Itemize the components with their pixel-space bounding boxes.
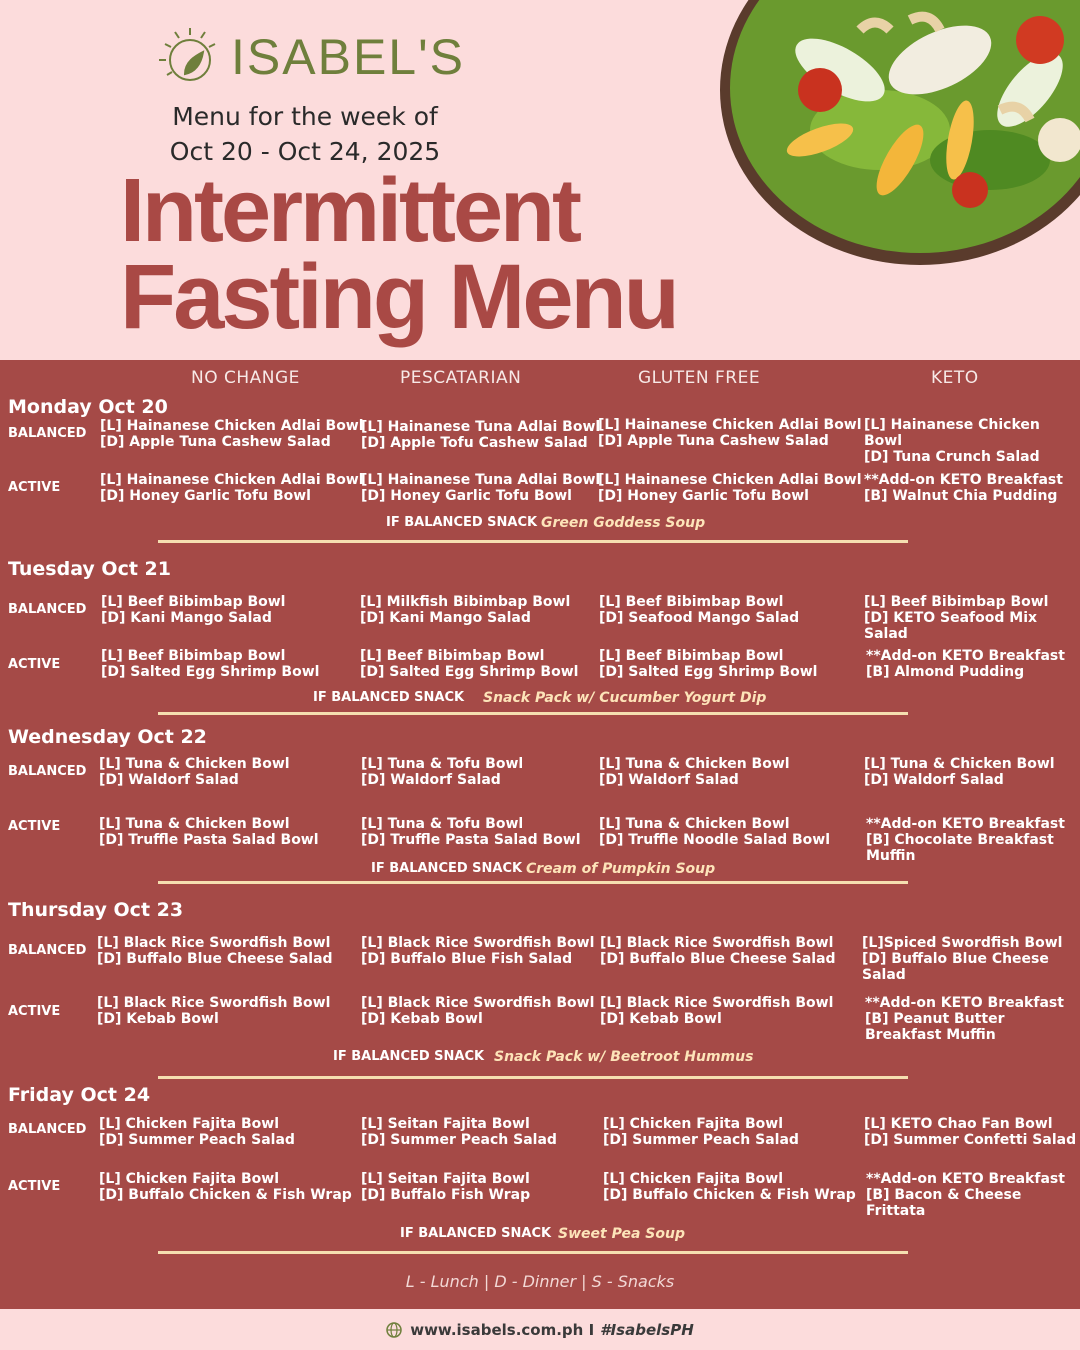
meal-cell: [L] Black Rice Swordfish Bowl [D] Kebab Bowl: [97, 995, 331, 1027]
meal-cell: [L] Tuna & Chicken Bowl [D] Truffle Noodle Salad Bowl: [599, 816, 831, 848]
sun-leaf-logo-icon: [155, 22, 225, 92]
snack-label: IF BALANCED SNACK: [400, 1226, 552, 1241]
meal-cell: [L] Beef Bibimbap Bowl [D] Kani Mango Salad: [101, 594, 286, 626]
page-title-line2: Fasting Menu: [120, 246, 677, 348]
meal-cell: **Add-on KETO Breakfast [B] Almond Pudding: [866, 648, 1065, 680]
meal-cell: [L] Hainanese Chicken Adlai Bowl [D] Honey Garlic Tofu Bowl: [100, 472, 364, 504]
column-header-no-change: NO CHANGE: [191, 368, 300, 388]
section-divider: [158, 1076, 908, 1079]
meal-cell: [L] Milkfish Bibimbap Bowl [D] Kani Mango Salad: [360, 594, 571, 626]
meal-cell: [L] Chicken Fajita Bowl [D] Summer Peach Salad: [603, 1116, 799, 1148]
row-label-active: ACTIVE: [8, 480, 61, 495]
meal-cell: [L] Hainanese Tuna Adlai Bowl [D] Honey Garlic Tofu Bowl: [361, 472, 601, 504]
meal-cell: [L] Beef Bibimbap Bowl [D] Salted Egg Shrimp Bowl: [101, 648, 320, 680]
week-label: Menu for the week of: [172, 102, 438, 131]
day-title: Tuesday Oct 21: [8, 558, 171, 580]
meal-cell: [L] Hainanese Chicken Adlai Bowl [D] Apple Tuna Cashew Salad: [598, 417, 862, 449]
meal-cell: [L] Black Rice Swordfish Bowl [D] Buffalo Blue Cheese Salad: [97, 935, 333, 967]
column-header-pescatarian: PESCATARIAN: [400, 368, 522, 388]
meal-cell: [L] Hainanese Chicken Bowl [D] Tuna Crunch Salad: [864, 417, 1040, 465]
meal-cell: [L] Chicken Fajita Bowl [D] Buffalo Chicken & Fish Wrap: [603, 1171, 856, 1203]
row-label-active: ACTIVE: [8, 657, 61, 672]
snack-item: Snack Pack w/ Cucumber Yogurt Dip: [483, 690, 767, 706]
meal-cell: [L] Hainanese Chicken Adlai Bowl [D] Apple Tuna Cashew Salad: [100, 418, 364, 450]
website-link[interactable]: www.isabels.com.ph I: [410, 1320, 595, 1339]
meal-cell: [L] Black Rice Swordfish Bowl [D] Kebab Bowl: [361, 995, 595, 1027]
row-label-balanced: BALANCED: [8, 764, 87, 779]
snack-item: Snack Pack w/ Beetroot Hummus: [494, 1049, 754, 1065]
meal-cell: [L]Spiced Swordfish Bowl [D] Buffalo Blue Cheese Salad: [862, 935, 1063, 983]
meal-cell: [L] KETO Chao Fan Bowl [D] Summer Confetti Salad: [864, 1116, 1077, 1148]
meal-cell: **Add-on KETO Breakfast [B] Peanut Butter Breakfast Muffin: [865, 995, 1064, 1043]
menu-body: [0, 360, 1080, 1309]
row-label-active: ACTIVE: [8, 1004, 61, 1019]
meal-cell: [L] Beef Bibimbap Bowl [D] KETO Seafood Mix Salad: [864, 594, 1049, 642]
meal-cell: [L] Beef Bibimbap Bowl [D] Salted Egg Shrimp Bowl: [599, 648, 818, 680]
column-header-gluten-free: GLUTEN FREE: [638, 368, 761, 388]
meal-cell: **Add-on KETO Breakfast [B] Chocolate Breakfast Muffin: [866, 816, 1065, 864]
meal-cell: [L] Tuna & Chicken Bowl [D] Waldorf Salad: [599, 756, 790, 788]
row-label-active: ACTIVE: [8, 819, 61, 834]
section-divider: [158, 540, 908, 543]
salad-bowl-image: [700, 0, 1080, 270]
meal-cell: [L] Beef Bibimbap Bowl [D] Seafood Mango Salad: [599, 594, 800, 626]
snack-label: IF BALANCED SNACK: [386, 515, 538, 530]
section-divider: [158, 1251, 908, 1254]
meal-cell: [L] Black Rice Swordfish Bowl [D] Kebab Bowl: [600, 995, 834, 1027]
globe-icon: [386, 1322, 402, 1338]
row-label-balanced: BALANCED: [8, 943, 87, 958]
snack-label: IF BALANCED SNACK: [333, 1049, 485, 1064]
meal-cell: [L] Tuna & Chicken Bowl [D] Waldorf Salad: [99, 756, 290, 788]
day-title: Wednesday Oct 22: [8, 726, 207, 748]
hashtag: #IsabelsPH: [600, 1320, 694, 1339]
meal-cell: [L] Seitan Fajita Bowl [D] Summer Peach Salad: [361, 1116, 557, 1148]
column-headers: [0, 368, 1080, 390]
row-label-balanced: BALANCED: [8, 426, 87, 441]
meal-cell: [L] Tuna & Tofu Bowl [D] Truffle Pasta Salad Bowl: [361, 816, 581, 848]
page-title-line1: Intermittent: [120, 161, 579, 261]
column-header-keto: KETO: [931, 368, 979, 388]
section-divider: [158, 881, 908, 884]
meal-cell: [L] Chicken Fajita Bowl [D] Summer Peach Salad: [99, 1116, 295, 1148]
legend: L - Lunch | D - Dinner | S - Snacks: [405, 1272, 675, 1291]
day-title: Thursday Oct 23: [8, 899, 184, 921]
meal-cell: [L] Chicken Fajita Bowl [D] Buffalo Chicken & Fish Wrap: [99, 1171, 352, 1203]
meal-cell: [L] Tuna & Tofu Bowl [D] Waldorf Salad: [361, 756, 524, 788]
snack-label: IF BALANCED SNACK: [371, 861, 523, 876]
row-label-balanced: BALANCED: [8, 602, 87, 617]
meal-cell: [L] Tuna & Chicken Bowl [D] Truffle Pasta Salad Bowl: [99, 816, 319, 848]
snack-item: Sweet Pea Soup: [558, 1226, 685, 1242]
section-divider: [158, 712, 908, 715]
header: [0, 0, 1080, 360]
meal-cell: [L] Black Rice Swordfish Bowl [D] Buffalo Blue Cheese Salad: [600, 935, 836, 967]
row-label-balanced: BALANCED: [8, 1122, 87, 1137]
snack-item: Green Goddess Soup: [541, 515, 706, 531]
snack-item: Cream of Pumpkin Soup: [526, 861, 716, 877]
meal-cell: [L] Hainanese Chicken Adlai Bowl [D] Honey Garlic Tofu Bowl: [598, 472, 862, 504]
meal-cell: [L] Black Rice Swordfish Bowl [D] Buffalo Blue Fish Salad: [361, 935, 595, 967]
row-label-active: ACTIVE: [8, 1179, 61, 1194]
meal-cell: [L] Tuna & Chicken Bowl [D] Waldorf Salad: [864, 756, 1055, 788]
brand-name: ISABEL'S: [231, 29, 465, 85]
day-title: Monday Oct 20: [8, 396, 168, 418]
week-dates: Oct 20 - Oct 24, 2025: [169, 137, 441, 166]
meal-cell: **Add-on KETO Breakfast [B] Walnut Chia Pudding: [864, 472, 1063, 504]
snack-label: IF BALANCED SNACK: [313, 690, 465, 705]
meal-cell: [L] Seitan Fajita Bowl [D] Buffalo Fish Wrap: [361, 1171, 531, 1203]
brand-logo: [155, 22, 465, 92]
day-title: Friday Oct 24: [8, 1084, 151, 1106]
meal-cell: **Add-on KETO Breakfast [B] Bacon & Cheese Frittata: [866, 1171, 1065, 1219]
meal-cell: [L] Hainanese Tuna Adlai Bowl [D] Apple Tofu Cashew Salad: [361, 419, 601, 451]
meal-cell: [L] Beef Bibimbap Bowl [D] Salted Egg Shrimp Bowl: [360, 648, 579, 680]
footer: [0, 1309, 1080, 1350]
